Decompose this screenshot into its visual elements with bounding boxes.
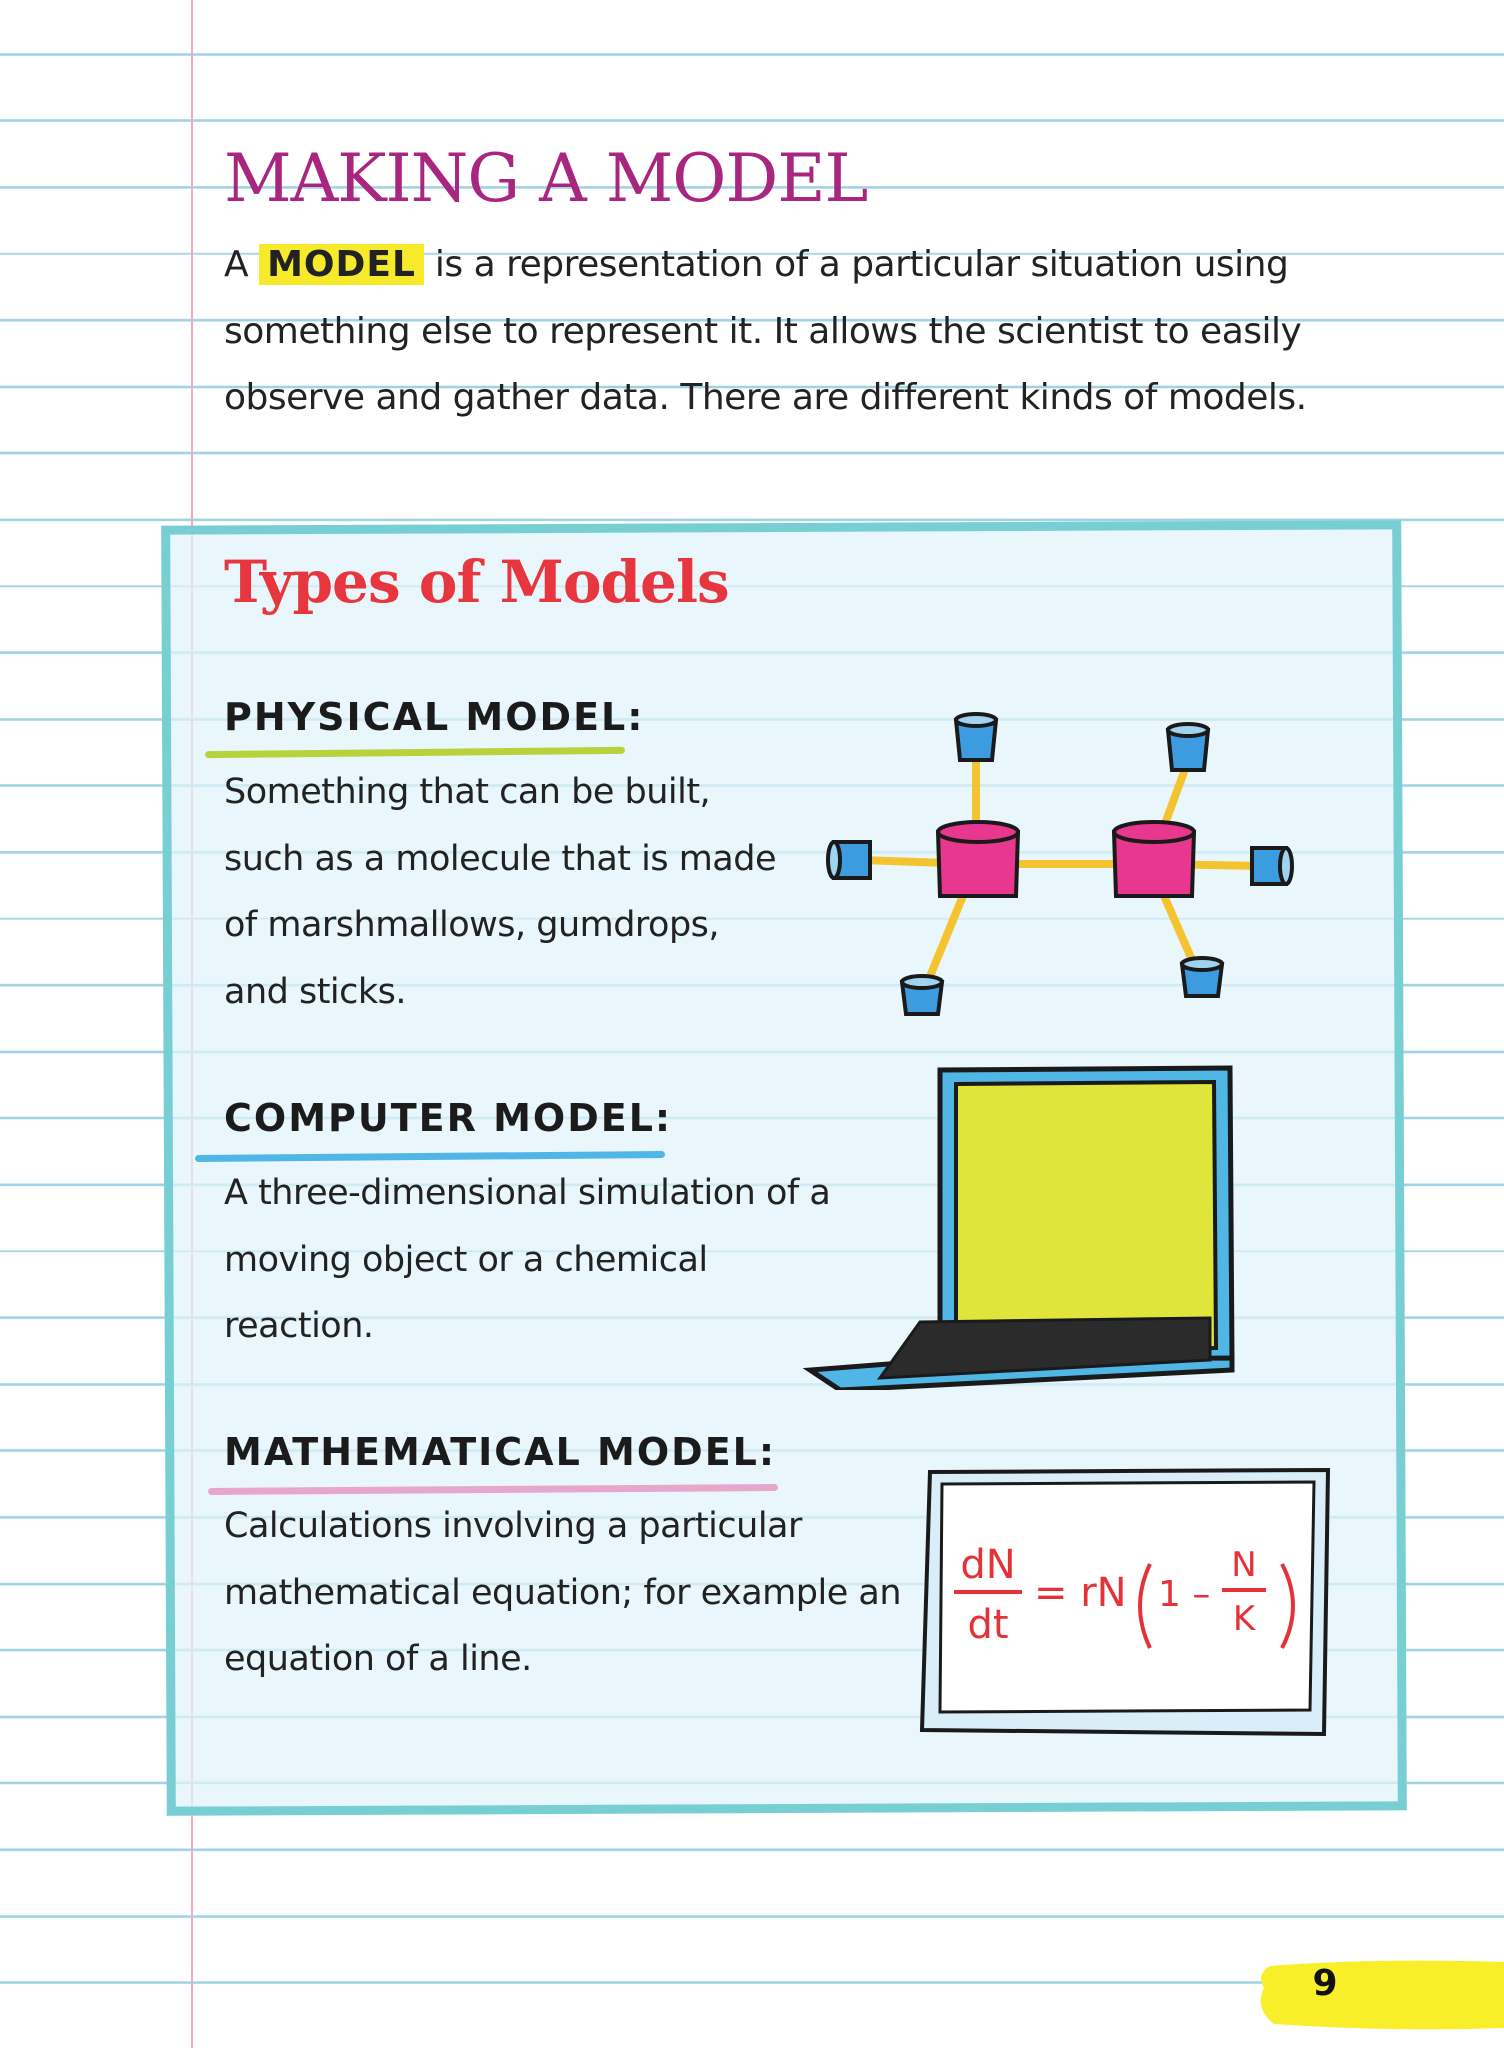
page-number-highlight [1250, 1958, 1504, 2032]
molecule-illustration [820, 700, 1300, 1030]
intro-paragraph [224, 232, 1404, 432]
laptop-illustration [800, 1060, 1250, 1390]
intro-lead: A [224, 244, 249, 285]
eq-denominator: dt [967, 1602, 1009, 1648]
computer-model-heading: COMPUTER MODEL: [224, 1096, 673, 1140]
intro-text: is a representation of a particular situation using something else to represent it. It allows the scientist to easily observe and gather data. There are different kinds of models. [224, 244, 1307, 418]
equation-board [918, 1466, 1334, 1738]
model-term-highlight: MODEL [259, 244, 424, 285]
laptop-screen [956, 1082, 1216, 1350]
eq-one: 1 – [1158, 1574, 1211, 1615]
mathematical-model-heading: MATHEMATICAL MODEL: [224, 1430, 777, 1474]
eq-frac-bottom: K [1232, 1599, 1256, 1639]
eq-numerator: dN [960, 1542, 1016, 1588]
physical-model-text: Something that can be built, such as a molecule that is made of marshmallows, gumdrops, and sticks. [224, 772, 777, 1012]
mathematical-model-text: Calculations involving a particular mathematical equation; for example an equation of a line. [224, 1506, 902, 1679]
eq-frac-top: N [1231, 1545, 1257, 1585]
computer-model-text: A three-dimensional simulation of a moving object or a chemical reaction. [224, 1173, 831, 1346]
physical-model-heading: PHYSICAL MODEL: [224, 695, 645, 739]
box-title: Types of Models [224, 548, 729, 616]
page-title: MAKING A MODEL [224, 140, 868, 217]
eq-middle: = rN [1034, 1570, 1127, 1616]
page-number: 9 [1312, 1963, 1338, 2004]
